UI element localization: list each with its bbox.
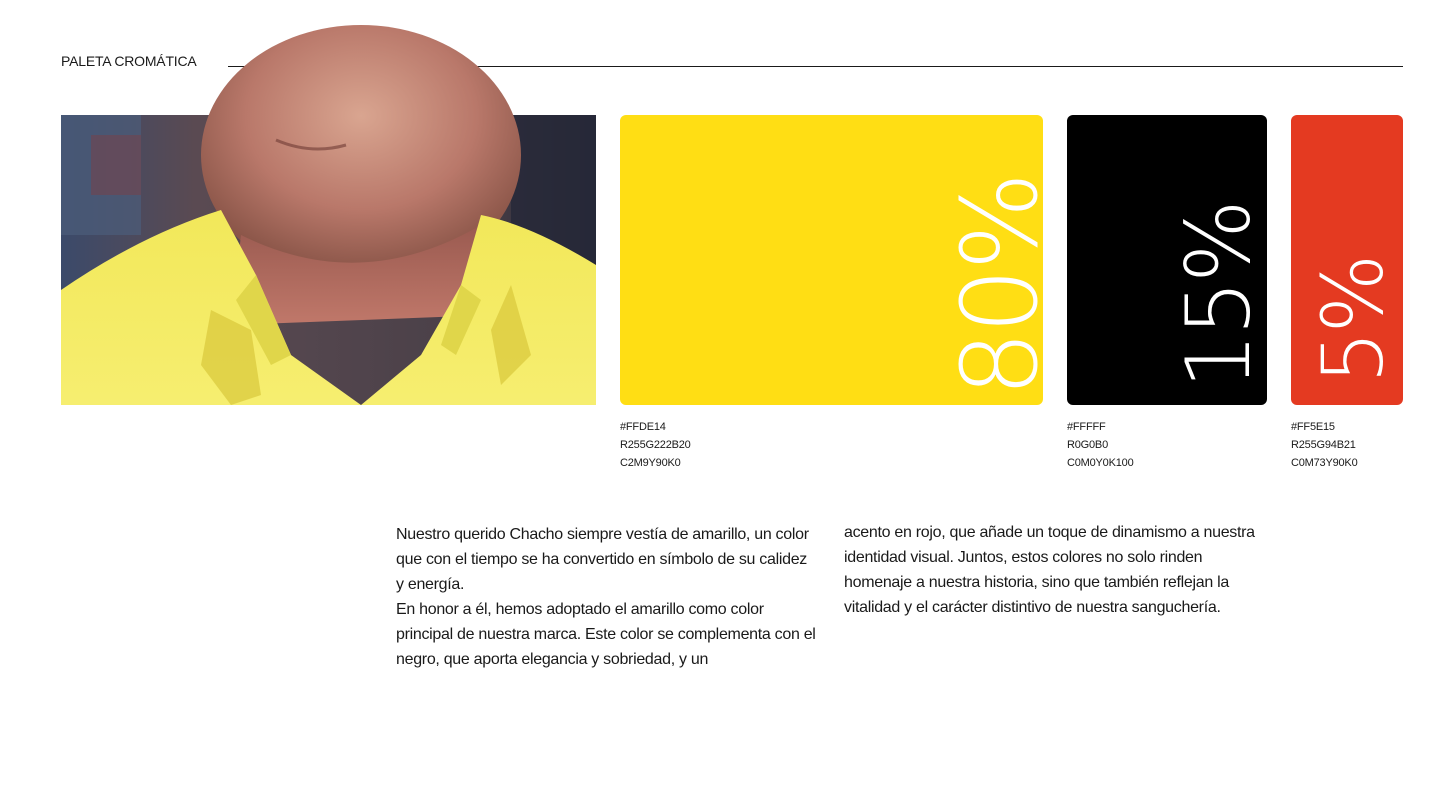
hex-code: #FFFFF	[1067, 421, 1106, 433]
cmyk-code: C0M0Y0K100	[1067, 457, 1134, 469]
rgb-code: R255G222B20	[620, 439, 691, 451]
rgb-code: R255G94B21	[1291, 439, 1356, 451]
cmyk-code: C0M73Y90K0	[1291, 457, 1358, 469]
swatch-codes-black	[1067, 418, 1134, 472]
swatch-codes-yellow	[620, 418, 691, 472]
swatch-percent: 80%	[939, 174, 1061, 397]
hex-code: #FFDE14	[620, 421, 666, 433]
swatch-codes-red	[1291, 418, 1358, 472]
body-text-column-1	[396, 522, 816, 672]
section-title: PALETA CROMÁTICA	[61, 53, 197, 69]
body-text-column-2	[844, 520, 1264, 620]
body-paragraph: acento en rojo, que añade un toque de dinamismo a nuestra identidad visual. Juntos, estos colores no solo rinden homenaje a nuestra historia, sino que también reflejan la vitalidad y el carácter distintivo de nuestra sanguchería.	[844, 524, 1255, 616]
swatch-black	[1067, 115, 1270, 405]
portrait-photo	[61, 115, 596, 405]
swatch-red	[1291, 115, 1403, 405]
swatch-yellow	[620, 115, 1061, 405]
swatch-percent: 5%	[1304, 256, 1402, 384]
hex-code: #FF5E15	[1291, 421, 1335, 433]
body-paragraph: Nuestro querido Chacho siempre vestía de amarillo, un color que con el tiempo se ha convertido en símbolo de su calidez y energía.	[396, 526, 809, 593]
rgb-code: R0G0B0	[1067, 439, 1108, 451]
portrait-photo-icon	[61, 115, 596, 405]
cmyk-code: C2M9Y90K0	[620, 457, 681, 469]
body-paragraph: En honor a él, hemos adoptado el amarillo como color principal de nuestra marca. Este color se complementa con el negro, que aporta elegancia y sobriedad, y un	[396, 601, 816, 668]
swatch-percent: 15%	[1167, 202, 1270, 389]
